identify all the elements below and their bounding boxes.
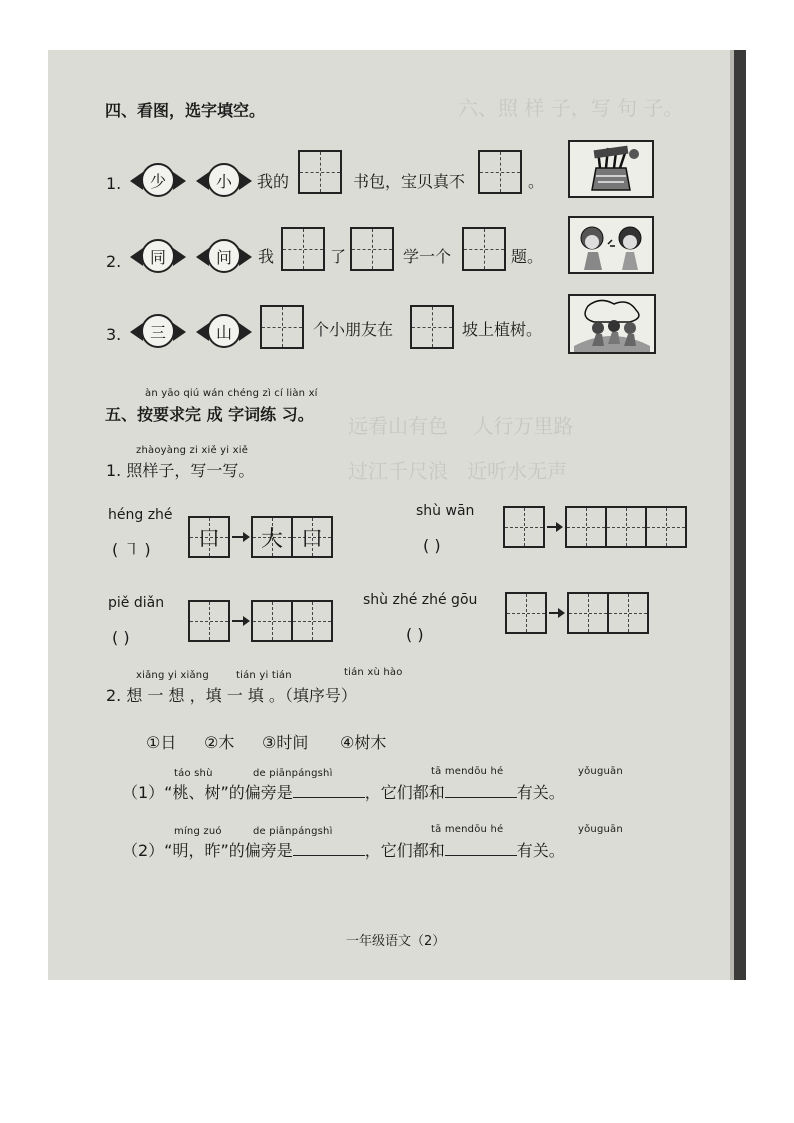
fill-q1-text-c: 有关。 (516, 783, 565, 802)
option-char: 三 (141, 314, 175, 348)
option-char: 同 (141, 239, 175, 273)
fill-blank[interactable] (293, 781, 365, 798)
option-candy-1[interactable] (130, 239, 186, 275)
fill-q1-pinyin-a: táo shù (174, 768, 213, 779)
fill-q2-text-b: ，它们都和 (364, 841, 445, 860)
stroke-answer-paren[interactable]: ( ) (112, 628, 130, 647)
fill-q1-text-b: ，它们都和 (364, 783, 445, 802)
example-char: 口 (197, 526, 220, 552)
fill-q2-pinyin-d: yǒuguān (578, 824, 623, 835)
fill-q1-pinyin-b: de piānpángshì (253, 768, 333, 779)
stroke-answer-paren[interactable]: ( ) (423, 536, 441, 555)
q2-text-3: 学一个 (403, 247, 452, 266)
stroke-answer-paren[interactable]: ( ) (406, 625, 424, 644)
bleed-through-text: 远看山有色 人行万里路 (348, 414, 574, 438)
answer-box[interactable] (350, 227, 394, 271)
arrow-icon (547, 526, 561, 528)
section4-title: 四、看图，选字填空。 (105, 101, 266, 120)
option-char: 少 (141, 163, 175, 197)
q1-text-1: 我的 (257, 172, 290, 191)
fill-q2-pinyin-a: míng zuó (174, 826, 222, 837)
fill-q2 (122, 838, 565, 861)
fill-q1-pinyin-d: yǒuguān (578, 766, 623, 777)
page-footer: 一年级语文（2） (346, 934, 446, 949)
tree-planting-picture (568, 294, 656, 354)
q3-text-1: 个小朋友在 (313, 320, 394, 339)
fill-q2-text-c: 有关。 (516, 841, 565, 860)
write-box-1[interactable] (505, 592, 547, 634)
write-box-1[interactable] (188, 600, 230, 642)
section5-title-pinyin: àn yāo qiú wán chéng zì cí liàn xí (145, 388, 318, 399)
p2-pinyin-3: tián xù hào (344, 667, 403, 678)
option-item: ②木 (204, 733, 235, 752)
p1-title-pinyin: zhàoyàng zi xiě yi xiě (136, 445, 249, 456)
schoolbag-picture (568, 140, 654, 198)
option-item: ③时间 (262, 733, 309, 752)
q1-text-2: 书包，宝贝真不 (353, 172, 466, 191)
page-edge-shadow (734, 50, 746, 980)
fill-blank[interactable] (445, 839, 517, 856)
q1-text-3: 。 (528, 172, 545, 191)
tree-planting-illustration-icon (570, 296, 654, 352)
arrow-icon (232, 536, 248, 538)
p2-pinyin-2: tián yi tián (236, 670, 292, 681)
example-char: 大 (260, 526, 283, 552)
option-char: 山 (207, 314, 241, 348)
option-item: ①日 (146, 733, 177, 752)
q3-text-2: 坡上植树。 (462, 320, 543, 339)
answer-box[interactable] (298, 150, 342, 194)
p1-title: 1. 照样子，写一写。 (106, 461, 255, 480)
option-candy-1[interactable] (130, 163, 186, 199)
q2-text-2: 了 (330, 247, 347, 266)
q2-number: 2. (106, 252, 122, 271)
fill-q1-text-a: （1）“桃、树”的偏旁是 (122, 783, 293, 802)
write-box-1[interactable] (503, 506, 545, 548)
answer-box[interactable] (281, 227, 325, 271)
q1-number: 1. (106, 174, 122, 193)
answer-box[interactable] (478, 150, 522, 194)
stroke-pinyin: héng zhé (108, 507, 173, 523)
example-box-2 (251, 516, 333, 558)
stroke-pinyin: shù wān (416, 503, 475, 519)
q3-number: 3. (106, 325, 122, 344)
write-box-2[interactable] (565, 506, 687, 548)
option-char: 小 (207, 163, 241, 197)
bleed-through-text: 过江千尺浪 近听水无声 (348, 459, 568, 483)
two-children-illustration-icon (570, 218, 652, 272)
fill-q1 (122, 780, 565, 803)
option-candy-2[interactable] (196, 239, 252, 275)
answer-box[interactable] (410, 305, 454, 349)
example-char: 口 (300, 526, 323, 552)
option-candy-2[interactable] (196, 163, 252, 199)
example-box-1 (188, 516, 230, 558)
option-char: 问 (207, 239, 241, 273)
answer-box[interactable] (462, 227, 506, 271)
option-candy-1[interactable] (130, 314, 186, 350)
option-item: ④树木 (340, 733, 387, 752)
children-picture (568, 216, 654, 274)
q2-text-4: 题。 (511, 247, 544, 266)
answer-box[interactable] (260, 305, 304, 349)
write-box-2[interactable] (567, 592, 649, 634)
option-candy-2[interactable] (196, 314, 252, 350)
worksheet-page (48, 50, 734, 980)
p2-title: 2. 想 一 想 ，填 一 填 。（填序号） (106, 686, 357, 705)
arrow-icon (232, 620, 248, 622)
schoolbag-illustration-icon (570, 142, 652, 196)
stroke-pinyin: shù zhé zhé gōu (363, 592, 478, 608)
arrow-icon (549, 612, 563, 614)
write-box-2[interactable] (251, 600, 333, 642)
fill-q2-text-a: （2）“明，昨”的偏旁是 (122, 841, 293, 860)
fill-blank[interactable] (445, 781, 517, 798)
fill-blank[interactable] (293, 839, 365, 856)
section5-title: 五、按要求完 成 字词练 习。 (105, 405, 314, 424)
bleed-through-text: 六、照 样 子，写 句 子。 (458, 96, 684, 120)
fill-q2-pinyin-b: de piānpángshì (253, 826, 333, 837)
fill-q1-pinyin-c: tā mendōu hé (431, 766, 504, 777)
fill-q2-pinyin-c: tā mendōu hé (431, 824, 504, 835)
stroke-pinyin: piě diǎn (108, 595, 165, 611)
p2-pinyin-1: xiǎng yi xiǎng (136, 670, 209, 681)
stroke-symbol: ( ㇕ ) (112, 540, 151, 559)
q2-text-1: 我 (258, 247, 275, 266)
